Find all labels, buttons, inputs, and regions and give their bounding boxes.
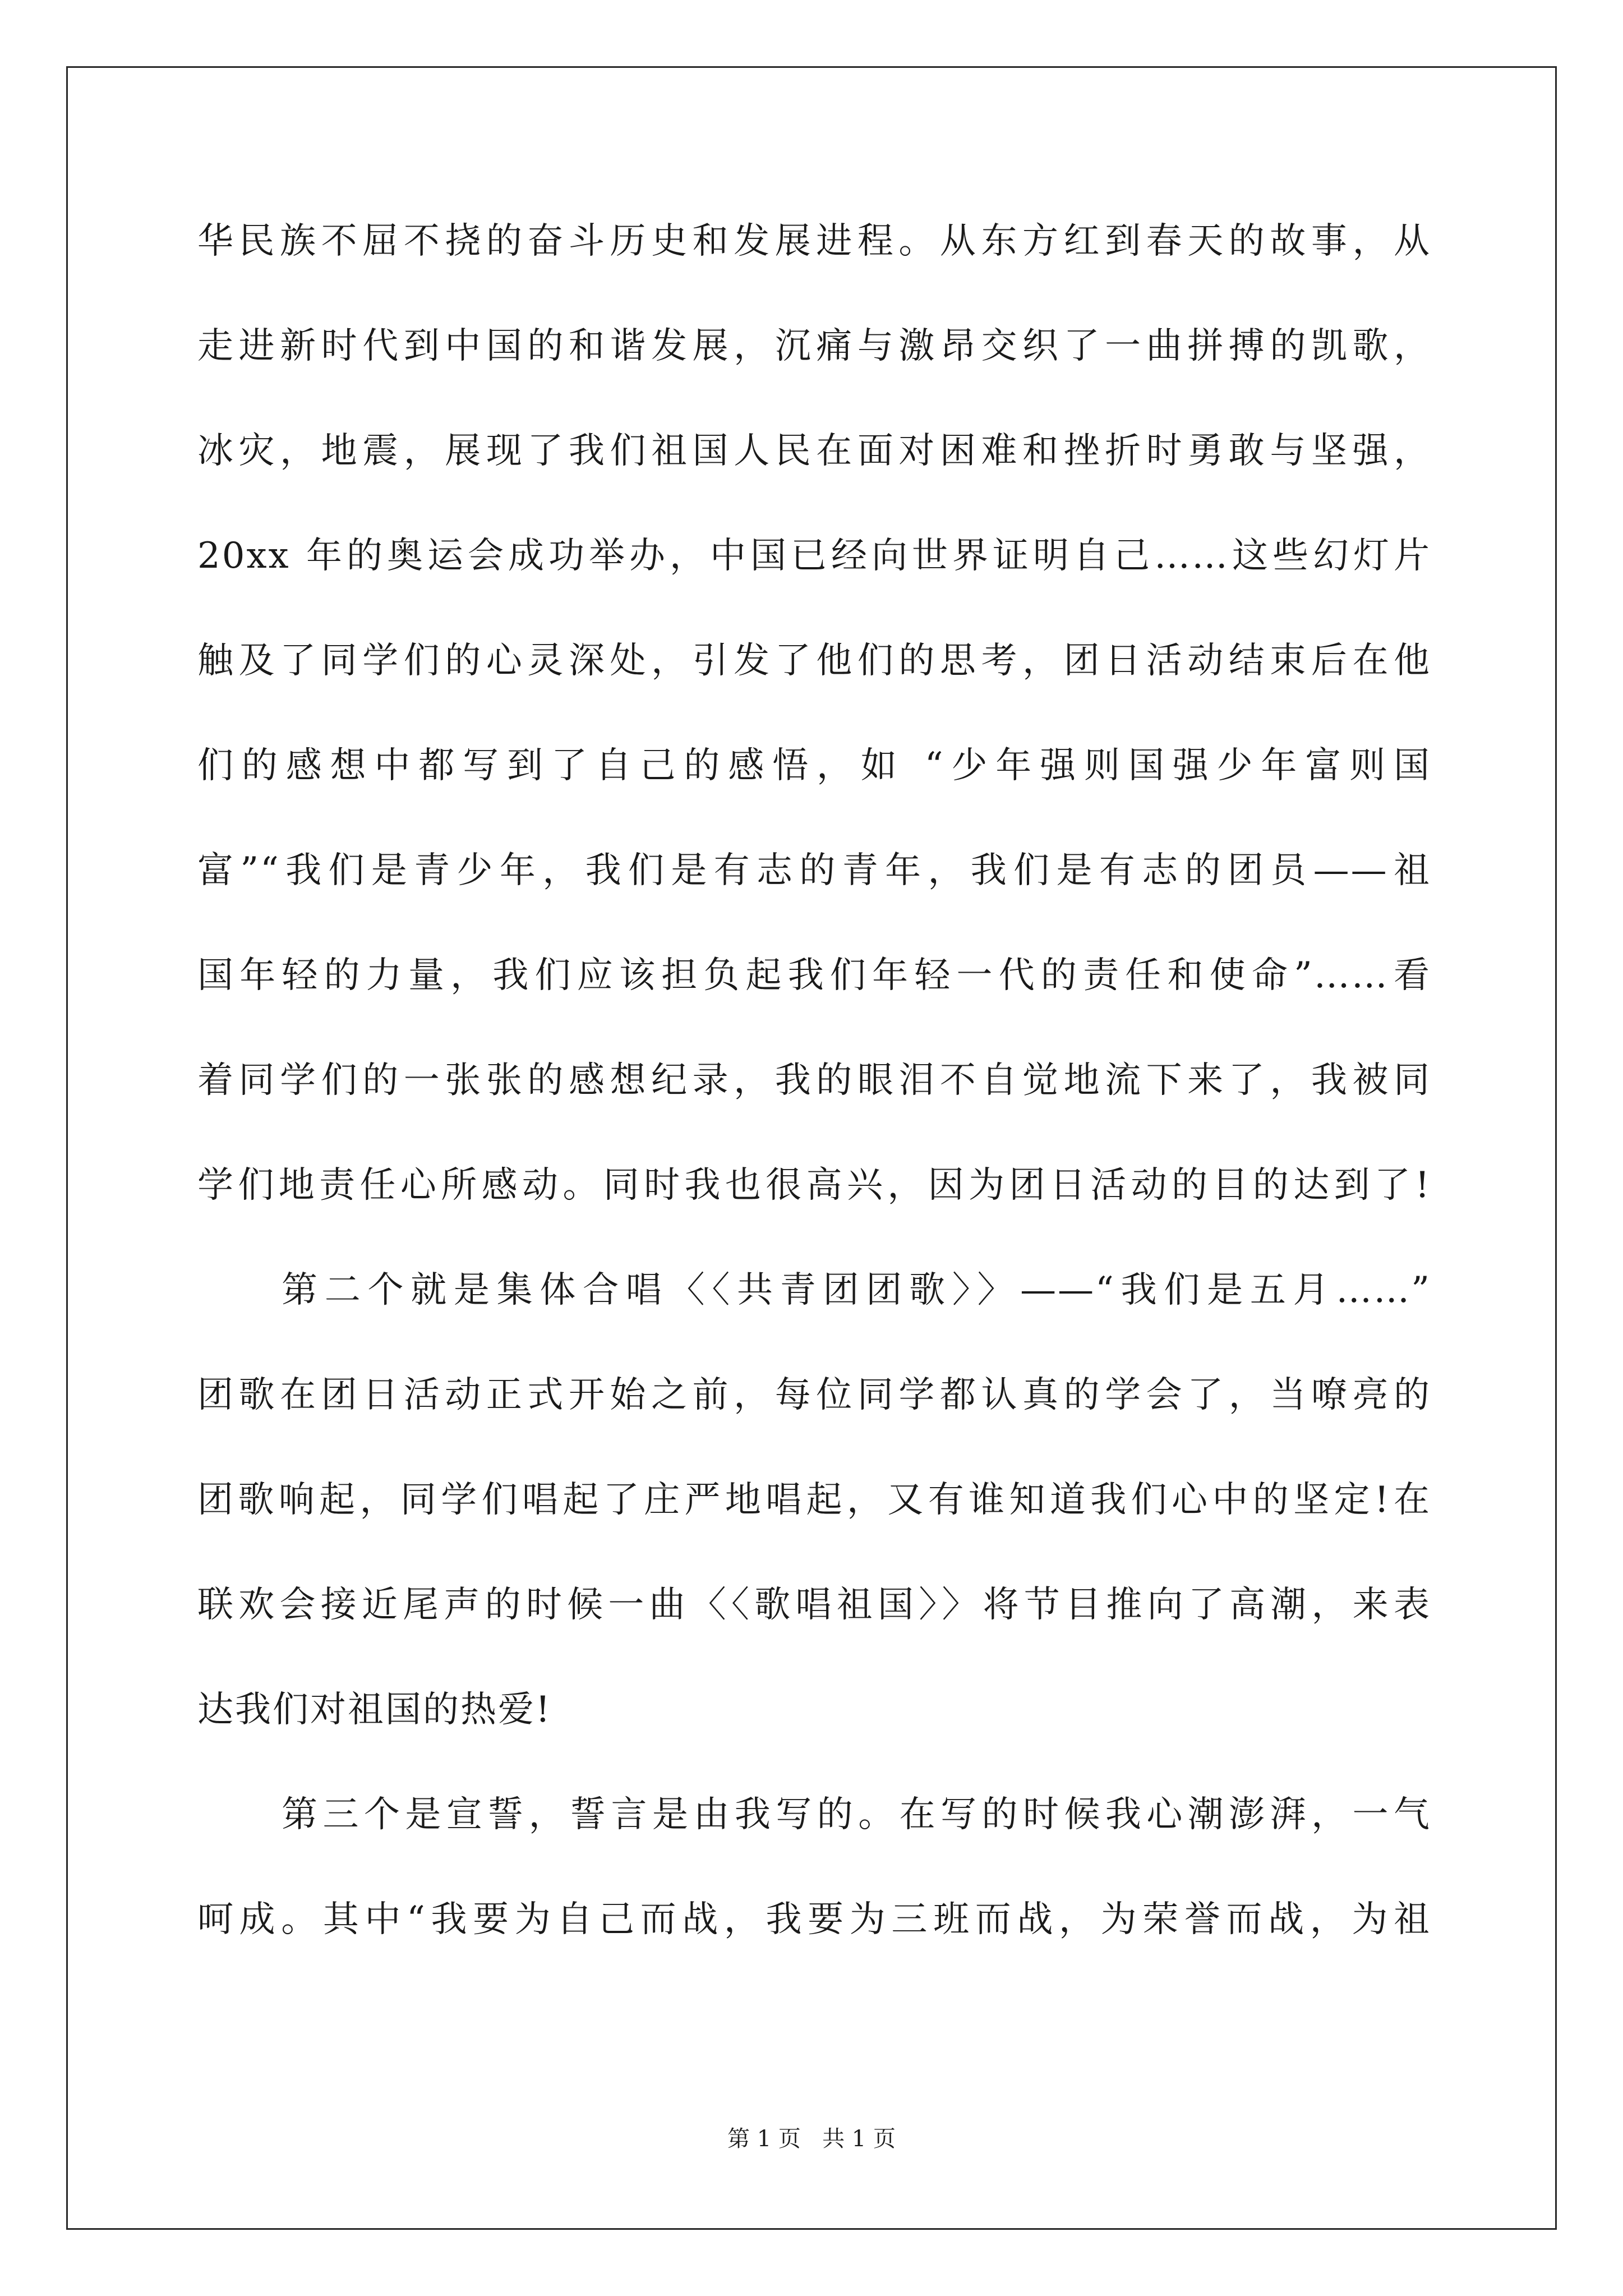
text-line: 团歌在团日活动正式开始之前，每位同学都认真的学会了，当嘹亮的 (197, 1374, 1431, 1416)
text-line: 团歌响起，同学们唱起了庄严地唱起，又有谁知道我们心中的坚定!在 (197, 1479, 1431, 1521)
page-number-footer: 第 1 页 共 1 页 (727, 2126, 896, 2152)
text-line: 冰灾，地震，展现了我们祖国人民在面对困难和挫折时勇敢与坚强， (197, 430, 1431, 472)
text-line: 华民族不屈不挠的奋斗历史和发展进程。从东方红到春天的故事，从 (197, 220, 1431, 262)
paragraph-start-line: 第三个是宣誓，誓言是由我写的。在写的时候我心潮澎湃，一气 (282, 1794, 1431, 1835)
text-line: 富”“我们是青少年，我们是有志的青年，我们是有志的团员——祖 (197, 850, 1431, 891)
document-body (197, 213, 1431, 1996)
text-line: 着同学们的一张张的感想纪录，我的眼泪不自觉地流下来了，我被同 (197, 1060, 1431, 1101)
paragraph-end-line: 达我们对祖国的热爱! (197, 1689, 552, 1731)
text-line: 呵成。其中“我要为自己而战，我要为三班而战，为荣誉而战，为祖 (197, 1899, 1431, 1940)
text-line: 20xx 年的奥运会成功举办，中国已经向世界证明自己……这些幻灯片 (197, 535, 1431, 577)
text-line: 触及了同学们的心灵深处，引发了他们的思考，团日活动结束后在他 (197, 640, 1431, 682)
text-line: 学们地责任心所感动。同时我也很高兴，因为团日活动的目的达到了! (197, 1165, 1431, 1206)
text-line: 们的感想中都写到了自己的感悟，如 “少年强则国强少年富则国 (197, 745, 1431, 786)
text-line: 国年轻的力量，我们应该担负起我们年轻一代的责任和使命”……看 (197, 955, 1431, 996)
text-line: 联欢会接近尾声的时候一曲〈〈歌唱祖国〉〉将节目推向了高潮，来表 (197, 1584, 1431, 1626)
paragraph-start-line: 第二个就是集体合唱〈〈共青团团歌〉〉——“我们是五月……” (282, 1269, 1431, 1311)
text-line: 走进新时代到中国的和谐发展，沉痛与激昂交织了一曲拼搏的凯歌， (197, 325, 1431, 367)
